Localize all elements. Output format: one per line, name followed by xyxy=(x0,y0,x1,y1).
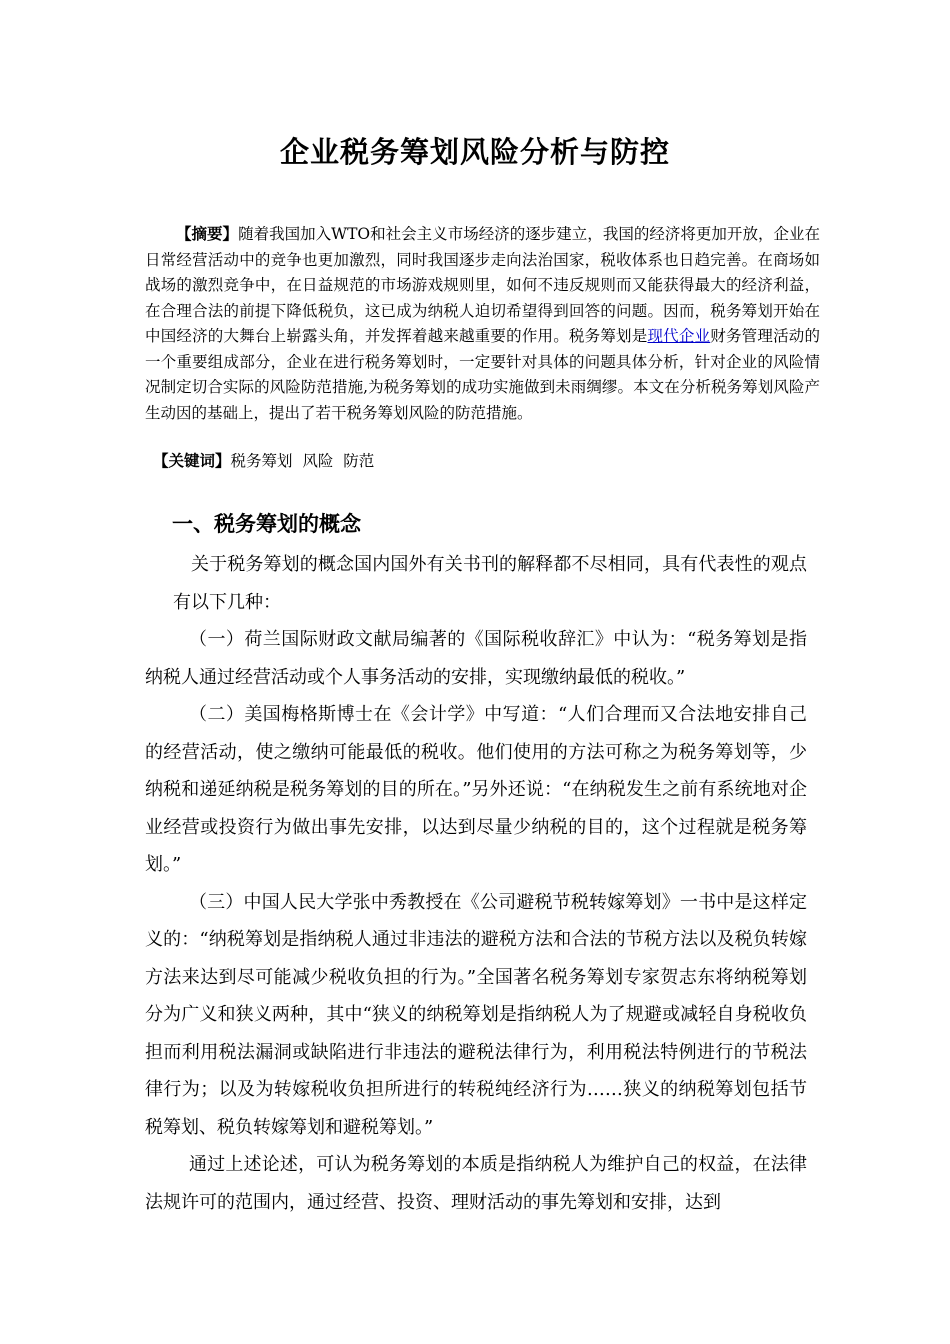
section-body xyxy=(145,546,807,1221)
abstract-label: 【摘要】 xyxy=(176,225,239,243)
body-paragraph: （一）荷兰国际财政文献局编著的《国际税收辞汇》中认为：“税务筹划是指纳税人通过经营活动或个人事务活动的安排，实现缴纳最低的税收。” xyxy=(145,629,807,688)
body-paragraph: （二）美国梅格斯博士在《会计学》中写道：“人们合理而又合法地安排自己的经营活动，使之缴纳可能最低的税收。他们使用的方法可称之为税务筹划等，少纳税和递延纳税是税务筹划的目的所在。”另外还说：“在纳税发生之前有系统地对企业经营或投资行为做出事先安排，以达到尽量少纳税的目的，这个过程就是税务筹划。” xyxy=(145,704,807,875)
abstract xyxy=(145,222,820,426)
document-title: 企业税务筹划风险分析与防控 xyxy=(279,135,670,169)
abstract-text-part1: 随着我国加入WTO和社会主义市场经济的逐步建立，我国的经济将更加开放，企业在日常经营活动中的竞争也更加激烈，同时我国逐步走向法治国家，税收体系也日趋完善。在商场如战场的激烈竞争中，在日益规范的市场游戏规则里，如何不违反规则而又能获得最大的经济利益，在合理合法的前提下降低税负，这已成为纳税人迫切希望得到回答的问题。因而，税务筹划开始在中国经济的大舞台上崭露头角，并发挥着越来越重要的作用。税务筹划是 xyxy=(145,225,820,345)
body-paragraph: 通过上述论述，可认为税务筹划的本质是指纳税人为维护自己的权益，在法律法规许可的范围内，通过经营、投资、理财活动的事先筹划和安排，达到 xyxy=(145,1154,807,1213)
keywords-label: 【关键词】 xyxy=(153,452,231,470)
abstract-text-part2: 财务管理活动的一个重要组成部分，企业在进行税务筹划时，一定要针对具体的问题具体分析，针对企业的风险情况制定切合实际的风险防范措施,为税务筹划的成功实施做到未雨绸缪。本文在分析税务筹划风险产生动因的基础上，提出了若干税务筹划风险的防范措施。 xyxy=(145,327,820,422)
keywords xyxy=(145,449,820,475)
modern-enterprise-link[interactable]: 现代企业 xyxy=(647,327,711,345)
body-paragraph: 关于税务筹划的概念国内国外有关书刊的解释都不尽相同，具有代表性的观点有以下几种： xyxy=(173,554,807,613)
body-paragraph: （三）中国人民大学张中秀教授在《公司避税节税转嫁筹划》一书中是这样定义的：“纳税筹划是指纳税人通过非违法的避税方法和合法的节税方法以及税负转嫁方法来达到尽可能减少税收负担的行为。”全国著名税务筹划专家贺志东将纳税筹划分为广义和狭义两种，其中“狭义的纳税筹划是指纳税人为了规避或减轻自身税收负担而利用税法漏洞或缺陷进行非违法的避税法律行为，利用税法特例进行的节税法律行为；以及为转嫁税收负担所进行的转税纯经济行为……狭义的纳税筹划包括节税筹划、税负转嫁筹划和避税筹划。” xyxy=(145,891,807,1138)
section-heading: 一、税务筹划的概念 xyxy=(172,512,361,536)
keywords-text: 税务筹划 风险 防范 xyxy=(230,452,375,470)
